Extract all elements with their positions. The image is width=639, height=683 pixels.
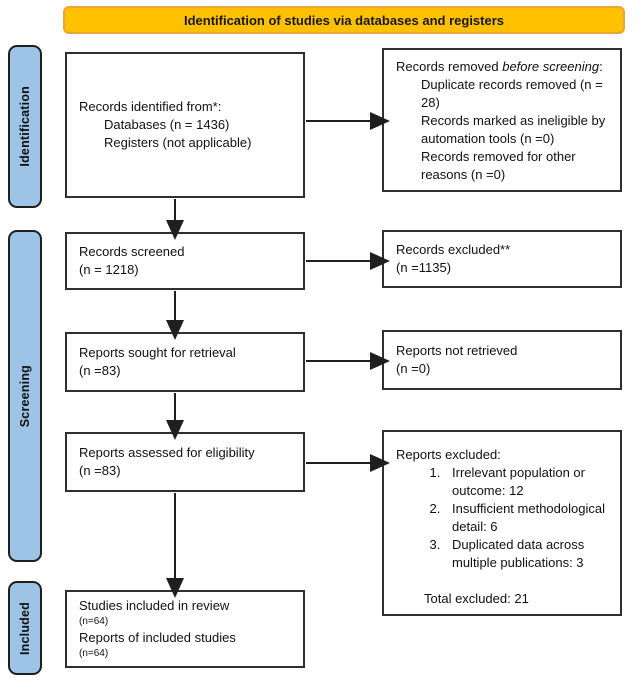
reports-excluded-reason-1-text: Irrelevant population or outcome: 12 <box>452 465 585 498</box>
banner-title: Identification of studies via databases and registers <box>183 12 505 28</box>
records-removed-title-text: Records removed <box>396 59 503 74</box>
box-records-screened <box>65 232 305 290</box>
reports-excluded-total: Total excluded: 21 <box>424 591 529 606</box>
reports-assessed-label: Reports assessed for eligibility <box>79 445 255 460</box>
records-removed-title <box>384 58 620 76</box>
reports-excluded-reason-2 <box>444 500 612 536</box>
stage-screening <box>8 230 42 562</box>
reports-excluded-reason-1 <box>444 464 612 500</box>
reports-included-count: (n=64) <box>79 648 109 659</box>
reports-assessed-count: (n =83) <box>79 463 121 478</box>
box-reports-excluded <box>382 430 622 616</box>
reports-not-retrieved-count: (n =0) <box>396 361 431 376</box>
records-identified-title: Records identified from*: <box>79 99 222 114</box>
records-identified-registers: Registers (not applicable) <box>104 135 252 150</box>
stage-identification <box>8 45 42 208</box>
box-records-removed <box>382 48 622 192</box>
box-included <box>65 590 305 668</box>
records-removed-title-italic: before screening <box>502 59 600 74</box>
studies-included-count: (n=64) <box>79 616 109 627</box>
records-excluded-label: Records excluded** <box>396 242 511 257</box>
reports-excluded-reason-3 <box>444 536 612 572</box>
box-reports-assessed <box>65 432 305 492</box>
stage-included-label: Included <box>18 601 32 655</box>
studies-included-label: Studies included in review <box>79 598 230 613</box>
reports-excluded-title: Reports excluded: <box>396 447 501 462</box>
records-removed-title-colon: : <box>599 59 603 74</box>
reports-not-retrieved-label: Reports not retrieved <box>396 343 518 358</box>
banner <box>63 6 625 34</box>
records-removed-duplicates: Duplicate records removed (n = 28) <box>421 77 603 110</box>
reports-included-label: Reports of included studies <box>79 630 236 645</box>
stage-included <box>8 581 42 675</box>
box-reports-sought <box>65 332 305 392</box>
box-reports-not-retrieved <box>382 330 622 390</box>
box-records-excluded <box>382 230 622 288</box>
reports-excluded-reason-3-text: Duplicated data across multiple publications: 3 <box>452 537 585 570</box>
records-screened-label: Records screened <box>79 244 185 259</box>
reports-sought-count: (n =83) <box>79 363 121 378</box>
stage-screening-label: Screening <box>18 364 32 428</box>
records-screened-count: (n = 1218) <box>79 262 139 277</box>
reports-sought-label: Reports sought for retrieval <box>79 345 236 360</box>
stage-identification-label: Identification <box>18 86 32 167</box>
records-excluded-count: (n =1135) <box>396 260 452 275</box>
records-identified-databases: Databases (n = 1436) <box>104 117 230 132</box>
reports-excluded-reasons <box>384 464 612 572</box>
reports-excluded-reason-2-text: Insufficient methodological detail: 6 <box>452 501 605 534</box>
records-removed-automation: Records marked as ineligible by automation tools (n =0) <box>421 113 606 146</box>
records-removed-other: Records removed for other reasons (n =0) <box>421 149 576 182</box>
box-records-identified <box>65 52 305 198</box>
